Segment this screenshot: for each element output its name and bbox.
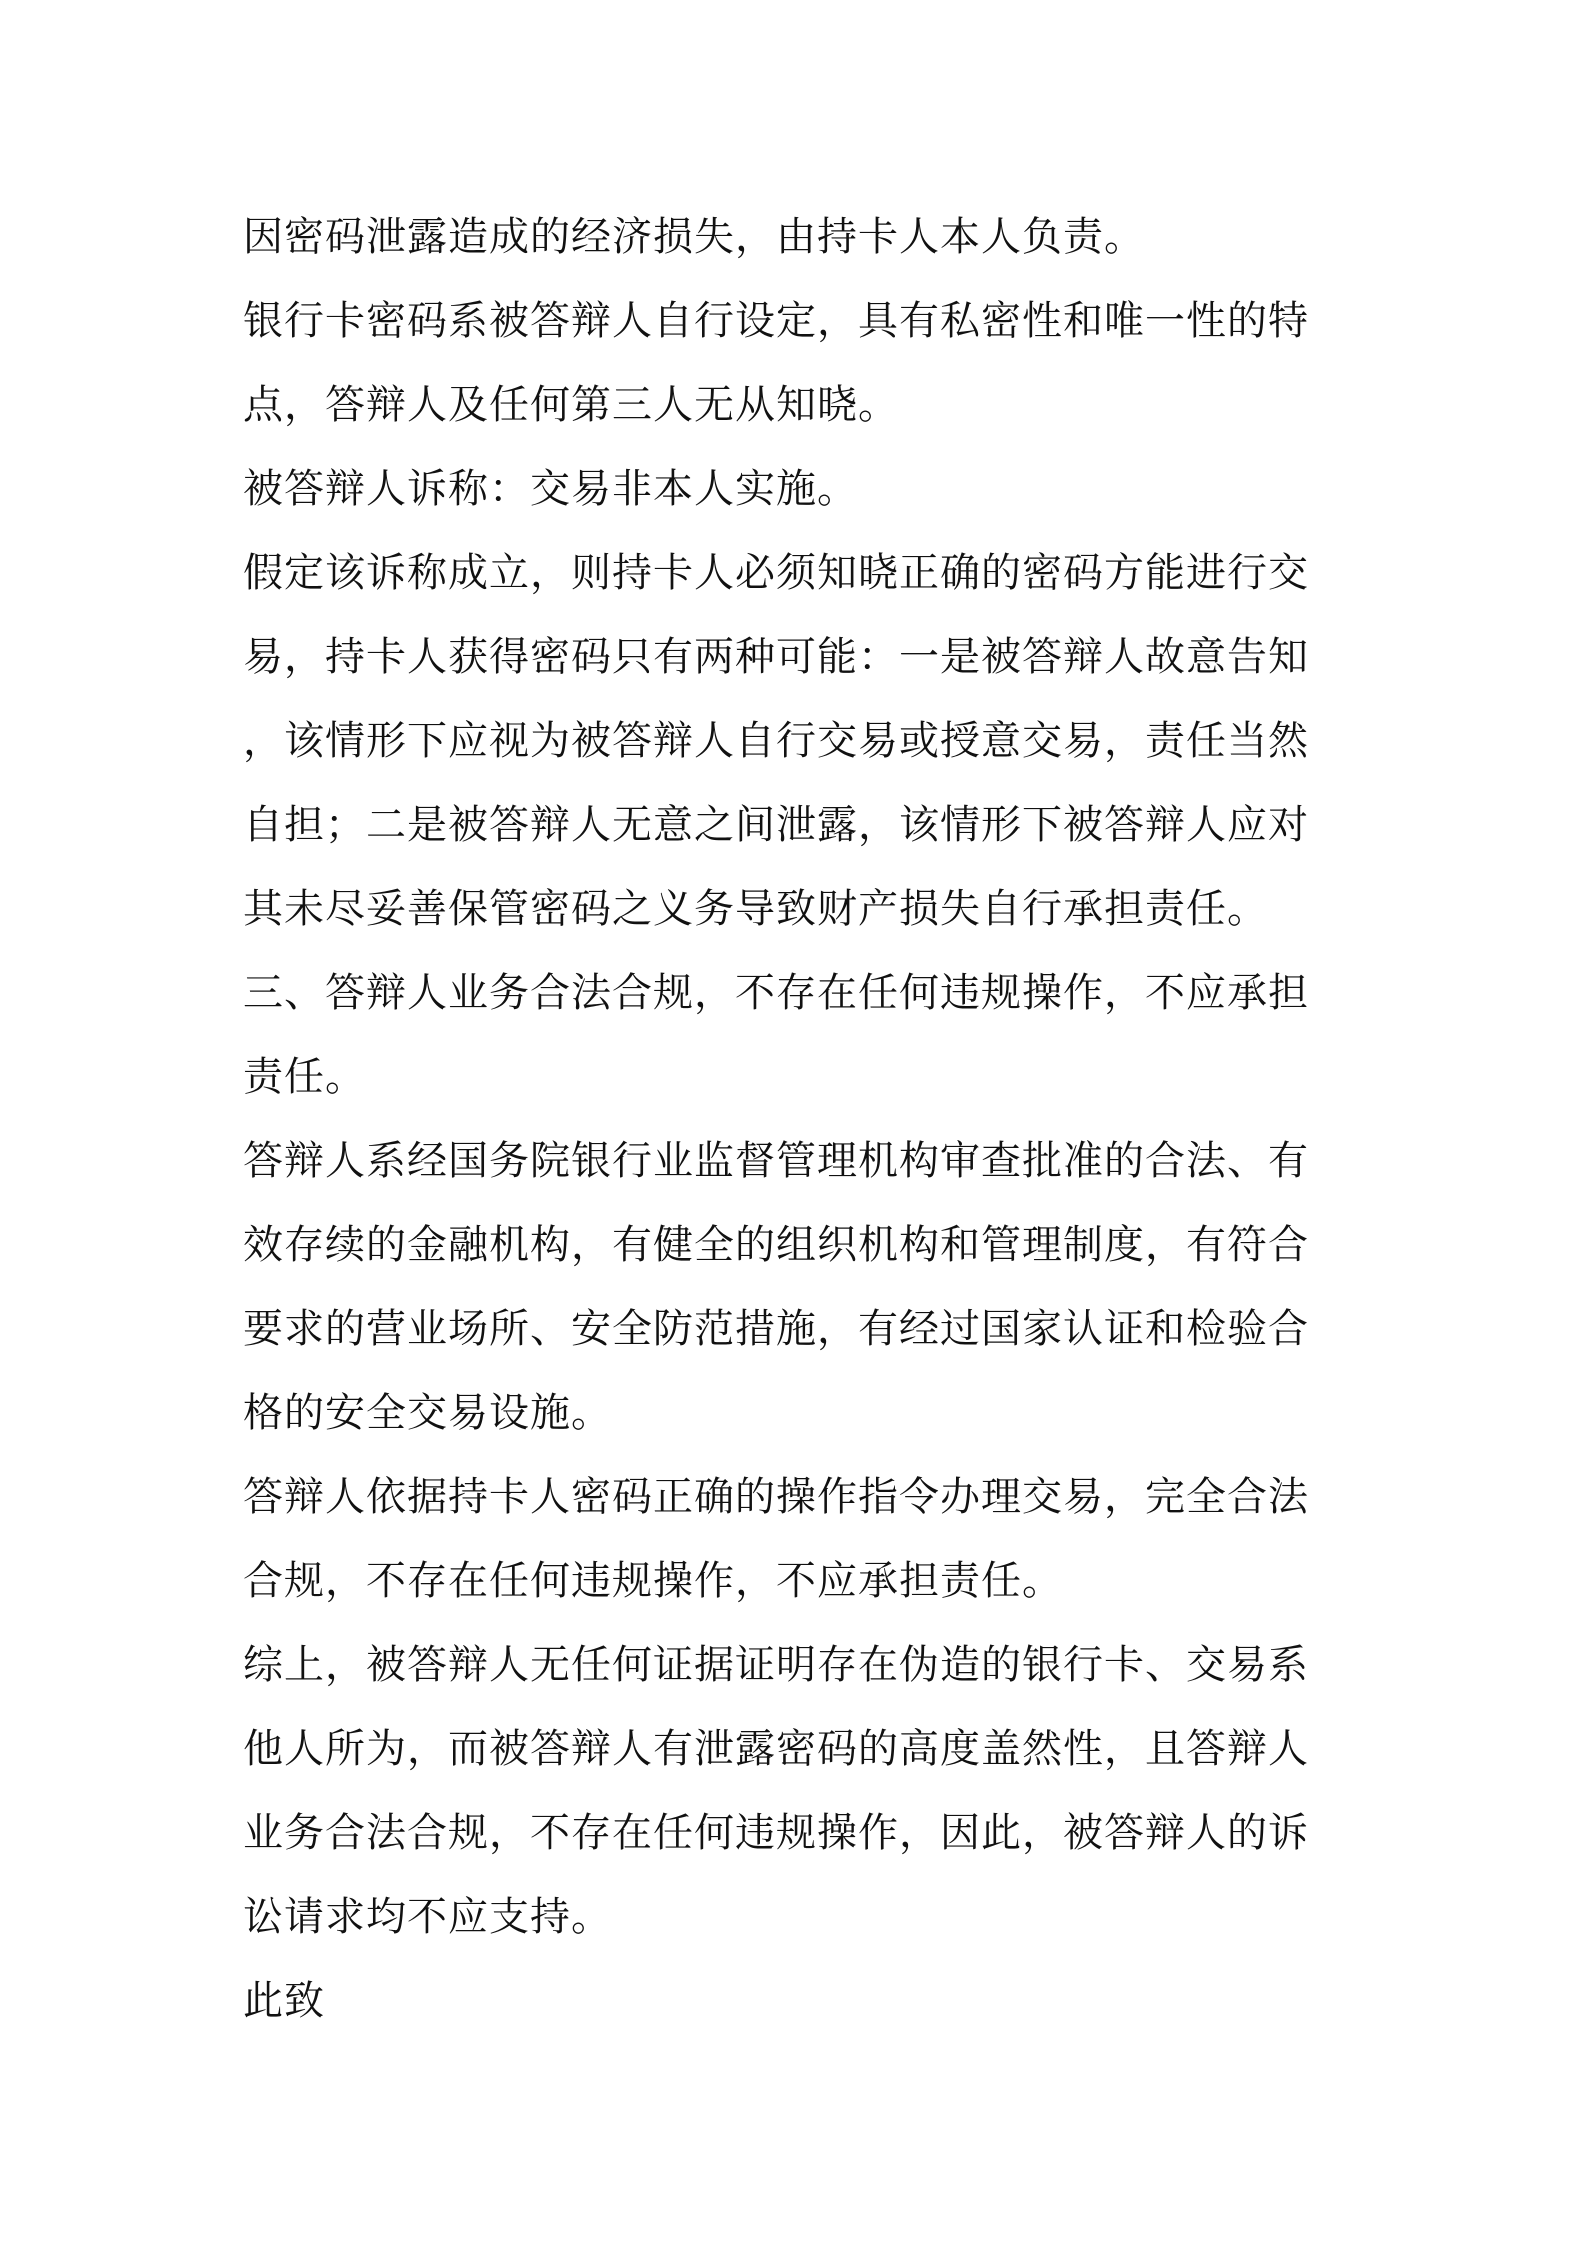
text-line: 此致 [243,1978,325,2024]
text-line: 要求的营业场所、安全防范措施，有经过国家认证和检验合 [243,1306,1309,1352]
text-line: 其未尽妥善保管密码之义务导致财产损失自行承担责任。 [243,886,1268,932]
text-line: 业务合法合规，不存在任何违规操作，因此，被答辩人的诉 [243,1810,1309,1856]
text-line: 综上，被答辩人无任何证据证明存在伪造的银行卡、交易系 [243,1642,1309,1688]
text-line: 效存续的金融机构，有健全的组织机构和管理制度，有符合 [243,1222,1309,1268]
text-line: 答辩人依据持卡人密码正确的操作指令办理交易，完全合法 [243,1474,1309,1520]
text-line: 自担；二是被答辩人无意之间泄露，该情形下被答辩人应对 [243,802,1309,848]
text-line: 因密码泄露造成的经济损失，由持卡人本人负责。 [243,214,1145,260]
text-line: 他人所为，而被答辩人有泄露密码的高度盖然性，且答辩人 [243,1726,1309,1772]
text-line: 点，答辩人及任何第三人无从知晓。 [243,382,899,428]
text-line: 易，持卡人获得密码只有两种可能：一是被答辩人故意告知 [243,634,1309,680]
text-line: 格的安全交易设施。 [243,1390,612,1436]
text-line: 三、答辩人业务合法合规，不存在任何违规操作，不应承担 [243,970,1309,1016]
text-line: 合规，不存在任何违规操作，不应承担责任。 [243,1558,1063,1604]
text-line: 假定该诉称成立，则持卡人必须知晓正确的密码方能进行交 [243,550,1309,596]
text-line: 答辩人系经国务院银行业监督管理机构审查批准的合法、有 [243,1138,1309,1184]
text-line: ，该情形下应视为被答辩人自行交易或授意交易，责任当然 [243,718,1309,764]
text-line: 银行卡密码系被答辩人自行设定，具有私密性和唯一性的特 [243,298,1309,344]
text-line: 责任。 [243,1054,366,1100]
document-body [243,195,1363,2043]
text-line: 讼请求均不应支持。 [243,1894,612,1940]
text-line: 被答辩人诉称：交易非本人实施。 [243,466,858,512]
